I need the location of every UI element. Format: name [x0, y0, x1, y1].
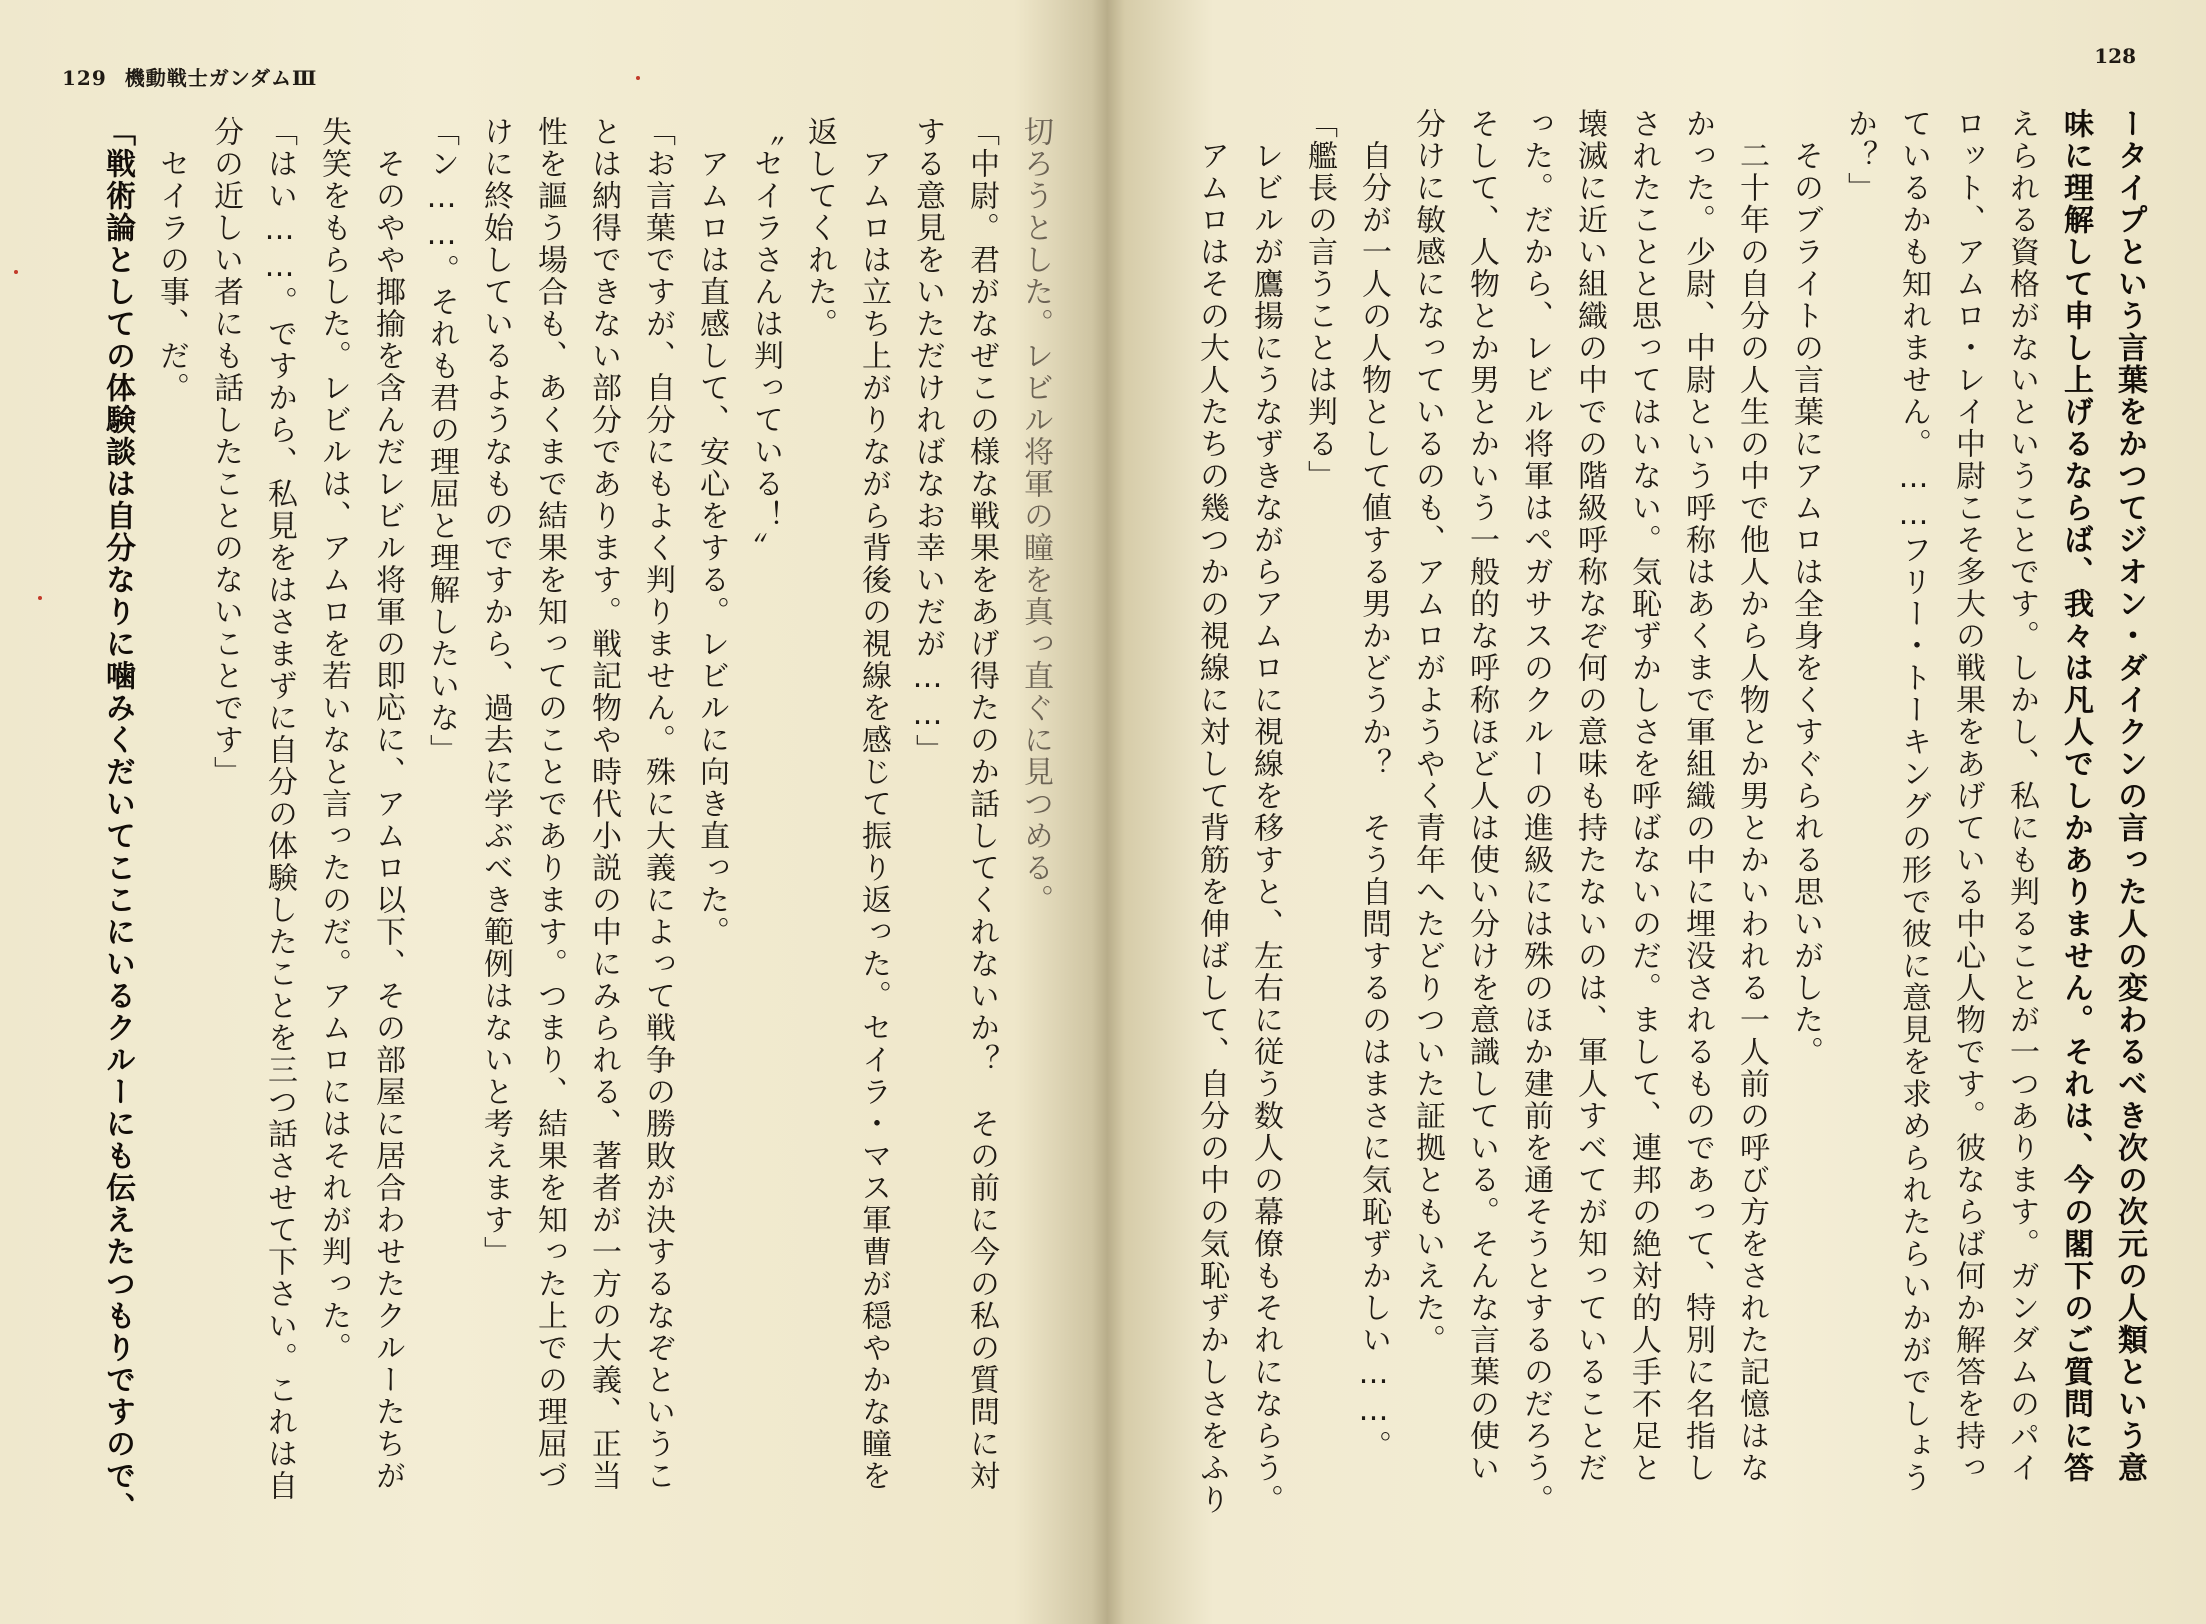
right-page	[1106, 0, 2206, 1624]
text-line: ータイプという言葉をかつてジオン・ダイクンの言った人の変わるべき次の次元の人類という意	[2112, 108, 2147, 1484]
text-line: 自分が一人の人物として値する男かどうか？ そう自問するのはまさに気恥ずかしい……。	[1356, 108, 1391, 1462]
text-line: 味に理解して申し上げるならば、我々は凡人でしかありません。それは、今の閣下のご質問に答	[2058, 108, 2093, 1484]
text-line: 分の近しい者にも話したことのないことです」	[208, 116, 243, 788]
text-line: ているかも知れません。……フリー・トーキングの形で彼に意見を求められたらいかがでしょう	[1896, 108, 1931, 1494]
left-page	[0, 0, 1092, 1624]
text-line: かった。少尉、中尉という呼称はあくまで軍組織の中に埋没されるものであって、特別に名指し	[1680, 108, 1715, 1484]
text-line: 「お言葉ですが、自分にもよく判りません。殊に大義によって戦争の勝敗が決するなぞというこ	[640, 116, 675, 1492]
text-line: か？」	[1842, 108, 1877, 204]
text-line: った。だから、レビル将軍はペガサスのクルーの進級には殊のほか建前を通そうとするのだろう。	[1518, 108, 1553, 1516]
text-line: 「はい……。ですから、私見をはさまずに自分の体験したことを三つ話させて下さい。これは自	[262, 116, 297, 1502]
text-line: レビルが鷹揚にうなずきながらアムロに視線を移すと、左右に従う数人の幕僚もそれにならう。	[1248, 108, 1283, 1516]
text-line: 「中尉。君がなぜこの様な戦果をあげ得たのか話してくれないか？ その前に今の私の質問に対	[964, 116, 999, 1492]
text-line: とは納得できない部分であります。戦記物や時代小説の中にみられる、著者が一方の大義、正当	[586, 116, 621, 1492]
text-line: 壊滅に近い組織の中での階級呼称なぞ何の意味も持たないのは、軍人すべてが知っていることだ	[1572, 108, 1607, 1484]
text-line: そのブライトの言葉にアムロは全身をくすぐられる思いがした。	[1788, 108, 1823, 1068]
text-line: 返してくれた。	[802, 116, 837, 340]
text-line: 失笑をもらした。レビルは、アムロを若いなと言ったのだ。アムロにはそれが判った。	[316, 116, 351, 1364]
running-title: 機動戦士ガンダムⅢ	[124, 66, 318, 90]
text-line: されたことと思ってはいない。気恥ずかしさを呼ばないのだ。まして、連邦の絶対的人手不足と	[1626, 108, 1661, 1484]
ink-speck	[38, 596, 42, 600]
text-line: 「艦長の言うことは判る」	[1302, 108, 1337, 492]
text-line: 分けに敏感になっているのも、アムロがようやく青年へたどりついた証拠ともいえた。	[1410, 108, 1445, 1356]
ink-speck	[636, 76, 640, 80]
text-line: 切ろうとした。レビル将軍の瞳を真っ直ぐに見つめる。	[1018, 116, 1053, 916]
text-line: ロット、アムロ・レイ中尉こそ多大の戦果をあげている中心人物です。彼ならば何か解答を持っ	[1950, 108, 1985, 1484]
text-line: セイラの事、だ。	[154, 116, 189, 404]
text-line: そのやや揶揄を含んだレビル将軍の即応に、アムロ以下、その部屋に居合わせたクルーたちが	[370, 116, 405, 1492]
text-line: 二十年の自分の人生の中で他人から人物とか男とかいわれる一人前の呼び方をされた記憶はな	[1734, 108, 1769, 1484]
text-line: そして、人物とか男とかいう一般的な呼称ほど人は使い分けを意識している。そんな言葉の使い	[1464, 108, 1499, 1484]
running-head	[62, 62, 317, 91]
right-page-number: 128	[2094, 44, 2136, 68]
text-line: えられる資格がないということです。しかし、私にも判ることが一つあります。ガンダムのパイ	[2004, 108, 2039, 1484]
text-line: する意見をいただければなお幸いだが……」	[910, 116, 945, 766]
left-page-text	[90, 116, 1062, 1586]
text-line: アムロは立ち上がりながら背後の視線を感じて振り返った。セイラ・マス軍曹が穏やかな瞳を	[856, 116, 891, 1492]
text-line: 〝セイラさんは判っている！〟	[748, 116, 783, 564]
text-line: 「ン……。それも君の理屈と理解したいな」	[424, 116, 459, 766]
text-line: けに終始しているようなものですから、過去に学ぶべき範例はないと考えます」	[478, 116, 513, 1268]
text-line: 性を謳う場合も、あくまで結果を知ってのことであります。つまり、結果を知った上での理屈づ	[532, 116, 567, 1492]
text-line: アムロは直感して、安心をする。レビルに向き直った。	[694, 116, 729, 948]
text-line: アムロはその大人たちの幾つかの視線に対して背筋を伸ばして、自分の中の気恥ずかしさをふり	[1194, 108, 1229, 1516]
text-line: 「戦術論としての体験談は自分なりに噛みくだいてここにいるクルーにも伝えたつもりですので、	[100, 116, 135, 1524]
ink-speck	[14, 270, 18, 274]
right-page-text	[1184, 108, 2156, 1578]
left-page-number: 129	[62, 66, 107, 90]
